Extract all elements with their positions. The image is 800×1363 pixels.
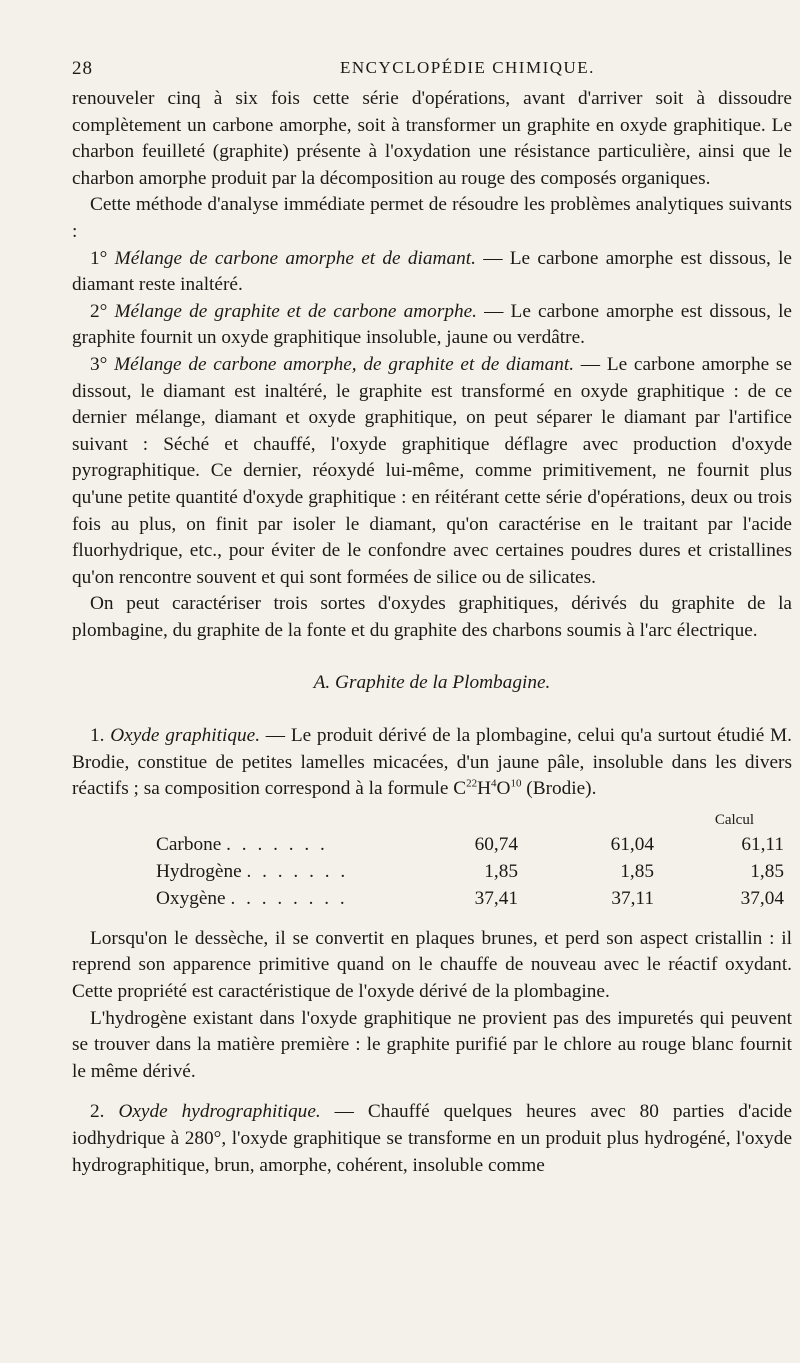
subsection-paragraph: [72, 723, 792, 803]
composition-table: [156, 831, 784, 912]
list-item: [72, 352, 792, 591]
running-title: ENCYCLOPÉDIE CHIMIQUE.: [340, 58, 595, 77]
item-number: 1°: [90, 247, 108, 269]
item-text: — Le carbone amorphe se dissout, le diamant est inaltéré, le graphite est transformé en oxyde graphitique : de ce dernier mélange, diamant et oxyde graphitique, on peut séparer le diamant par l'artifice suivant : Séché et chauffé, l'oxyde graphitique déflagre avec production d'oxyde pyrographitique. Ce dernier, réoxydé lui-même, comme primitivement, ne fournit plus qu'une petite quantité d'oxyde graphitique : en réitérant cette série d'opérations, deux ou trois fois au plus, on finit par isoler le diamant, qu'on caractérise en le traitant par l'acide fluorhydrique, etc., pour éviter de le confondre avec certaines poudres dures et cristallines qu'on rencontre souvent et qui sont formées de silice ou de silicates.: [72, 353, 792, 588]
formula-sup: 22: [466, 777, 478, 790]
paragraph: Cette méthode d'analyse immédiate permet de résoudre les problèmes analytiques suivants :: [72, 194, 792, 242]
element-name: [156, 858, 396, 885]
formula-sup: 4: [491, 777, 497, 790]
sub-text: — Chauffé quelques heures avec 80 parties d'acide iodhydrique à 280°, l'oxyde graphitique se transforme en un produit plus hydrogéné, l'oxyde hydrographitique, brun, amorphe, cohérent, insoluble comme: [72, 1101, 793, 1176]
value-found-2: 61,04: [610, 833, 654, 855]
item-title: Mélange de graphite et de carbone amorphe.: [114, 300, 477, 322]
subsection-paragraph: [72, 1099, 792, 1179]
value-found-2: 37,11: [611, 887, 654, 909]
table-row: [156, 885, 784, 912]
element-name: [156, 885, 396, 912]
value-found-2: 1,85: [620, 860, 654, 882]
formula-element: O: [496, 778, 511, 800]
sub-text: — Le produit dérivé de la plombagine, celui qu'a surtout étudié M. Brodie, constitue de petites lamelles micacées, d'un jaune pâle, insoluble dans les divers réactifs ; sa composition correspond à la formule C: [72, 725, 792, 800]
body-text: [72, 86, 792, 1179]
sub-number: 2.: [90, 1101, 105, 1123]
sub-text: (Brodie).: [521, 778, 597, 800]
leader-dots: . . . . . . .: [226, 833, 328, 855]
table-row: [156, 858, 784, 885]
table-row: [156, 831, 784, 858]
item-title: Mélange de carbone amorphe et de diamant.: [114, 247, 476, 269]
item-number: 2°: [90, 300, 108, 322]
element-label: Oxygène: [156, 887, 226, 909]
list-item: [72, 246, 792, 299]
page-number: 28: [72, 58, 93, 79]
sub-title: Oxyde graphitique.: [110, 725, 261, 747]
value-calcul: 61,11: [741, 833, 784, 855]
page-header: [72, 48, 792, 78]
list-item: [72, 299, 792, 352]
paragraph: On peut caractériser trois sortes d'oxydes graphitiques, dérivés du graphite de la plombagine, du graphite de la fonte et du graphite des charbons soumis à l'arc électrique.: [72, 593, 792, 641]
value-found-1: 37,41: [474, 887, 518, 909]
value-calcul: 1,85: [750, 860, 784, 882]
value-found-1: 1,85: [484, 860, 518, 882]
value-calcul: 37,04: [740, 887, 784, 909]
paragraph: renouveler cinq à six fois cette série d'opérations, avant d'arriver soit à dissoudre complètement un carbone amorphe, soit à transformer un graphite en oxyde graphitique. Le charbon feuilleté (graphite) présente à l'oxydation une résistance particulière, ainsi que le charbon amorphe produit par la décomposition au rouge des composés organiques.: [72, 88, 792, 189]
formula-element: H: [477, 778, 492, 800]
paragraph: Lorsqu'on le dessèche, il se convertit en plaques brunes, et perd son aspect cristallin : il reprend son apparence primitive quand on le chauffe de nouveau avec le réactif oxydant. Cette propriété est caractéristique de l'oxyde dérivé de la plombagine.: [72, 927, 792, 1003]
element-label: Hydrogène: [156, 860, 242, 882]
item-title: Mélange de carbone amorphe, de graphite et de diamant.: [114, 353, 575, 375]
section-title: A. Graphite de la Plombagine.: [313, 672, 551, 694]
item-text: — Le carbone amorphe est dissous, le diamant reste inaltéré.: [72, 247, 792, 296]
formula-sup: 10: [510, 777, 522, 790]
element-label: Carbone: [156, 833, 222, 855]
table-header-calcul: Calcul: [714, 811, 754, 828]
sub-number: 1.: [90, 725, 105, 747]
leader-dots: . . . . . . . .: [230, 887, 348, 909]
sub-title: Oxyde hydrographitique.: [118, 1101, 321, 1123]
item-number: 3°: [90, 353, 108, 375]
item-text: — Le carbone amorphe est dissous, le graphite fournit un oxyde graphitique insoluble, jaune ou verdâtre.: [72, 300, 792, 349]
value-found-1: 60,74: [474, 833, 518, 855]
paragraph: L'hydrogène existant dans l'oxyde graphitique ne provient pas des impuretés qui peuvent se trouver dans la matière première : le graphite purifié par le chlore au rouge blanc fournit le même dérivé.: [72, 1007, 792, 1082]
leader-dots: . . . . . . .: [246, 860, 349, 882]
element-name: [156, 831, 396, 858]
